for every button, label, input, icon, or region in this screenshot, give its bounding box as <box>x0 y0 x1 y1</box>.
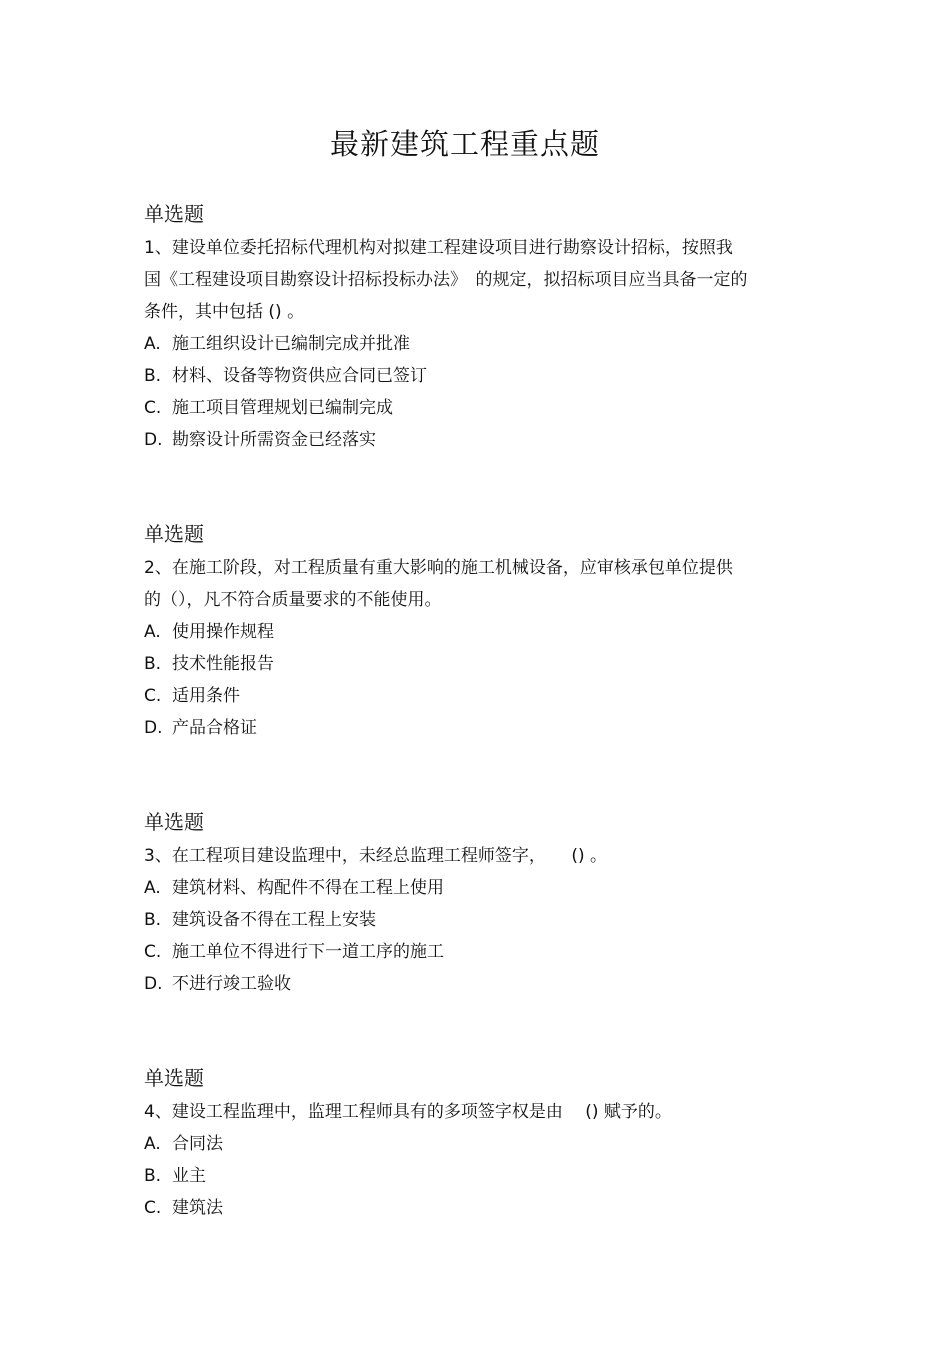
option-text: 业主 <box>172 1166 206 1186</box>
option-text: 产品合格证 <box>172 718 257 738</box>
option-b <box>144 360 824 392</box>
option-b <box>144 904 824 936</box>
option-key: D. <box>144 430 163 450</box>
option-key: D. <box>144 974 163 994</box>
option-key: A. <box>144 622 161 642</box>
option-text: 施工单位不得进行下一道工序的施工 <box>172 942 444 962</box>
option-key: A. <box>144 1134 161 1154</box>
question-type: 单选题 <box>144 1066 204 1090</box>
option-text: 材料、设备等物资供应合同已签订 <box>172 366 427 386</box>
option-text: 合同法 <box>172 1134 223 1154</box>
question-stem-line: 国《工程建设项目勘察设计招标投标办法》 的规定，拟招标项目应当具备一定的 <box>144 270 748 290</box>
option-a <box>144 872 824 904</box>
option-key: B. <box>144 910 162 930</box>
question-stem-line: 3、在工程项目建设监理中，未经总监理工程师签字， () 。 <box>144 846 607 866</box>
question-type: 单选题 <box>144 810 204 834</box>
option-text: 技术性能报告 <box>172 654 274 674</box>
question-block-4 <box>144 1064 824 1224</box>
option-c <box>144 392 824 424</box>
option-text: 施工项目管理规划已编制完成 <box>172 398 393 418</box>
option-c <box>144 1192 824 1224</box>
option-key: C. <box>144 1198 162 1218</box>
question-block-2 <box>144 520 824 744</box>
option-b <box>144 1160 824 1192</box>
option-text: 建筑材料、构配件不得在工程上使用 <box>172 878 444 898</box>
question-stem-line: 1、建设单位委托招标代理机构对拟建工程建设项目进行勘察设计招标，按照我 <box>144 238 733 258</box>
option-key: A. <box>144 334 161 354</box>
option-text: 使用操作规程 <box>172 622 274 642</box>
option-c <box>144 936 824 968</box>
option-text: 适用条件 <box>172 686 240 706</box>
question-type: 单选题 <box>144 522 204 546</box>
option-key: D. <box>144 718 163 738</box>
question-stem-line: 4、建设工程监理中，监理工程师具有的多项签字权是由 () 赋予的。 <box>144 1102 672 1122</box>
option-text: 施工组织设计已编制完成并批准 <box>172 334 410 354</box>
question-stem-line: 条件，其中包括 () 。 <box>144 302 305 322</box>
option-key: B. <box>144 1166 162 1186</box>
option-key: B. <box>144 366 162 386</box>
option-d <box>144 712 824 744</box>
option-b <box>144 648 824 680</box>
option-text: 勘察设计所需资金已经落实 <box>172 430 376 450</box>
option-d <box>144 968 824 1000</box>
option-key: B. <box>144 654 162 674</box>
option-c <box>144 680 824 712</box>
option-text: 建筑设备不得在工程上安装 <box>172 910 376 930</box>
question-type: 单选题 <box>144 202 204 226</box>
option-text: 不进行竣工验收 <box>172 974 291 994</box>
option-a <box>144 616 824 648</box>
document-title: 最新建筑工程重点题 <box>329 127 600 161</box>
question-stem-line: 的（），凡不符合质量要求的不能使用。 <box>144 590 442 610</box>
option-a <box>144 328 824 360</box>
option-key: C. <box>144 942 162 962</box>
option-a <box>144 1128 824 1160</box>
option-key: A. <box>144 878 161 898</box>
option-key: C. <box>144 398 162 418</box>
option-key: C. <box>144 686 162 706</box>
option-d <box>144 424 824 456</box>
question-block-3 <box>144 808 824 1000</box>
question-block-1 <box>144 200 824 456</box>
question-stem-line: 2、在施工阶段，对工程质量有重大影响的施工机械设备，应审核承包单位提供 <box>144 558 733 578</box>
option-text: 建筑法 <box>172 1198 223 1218</box>
